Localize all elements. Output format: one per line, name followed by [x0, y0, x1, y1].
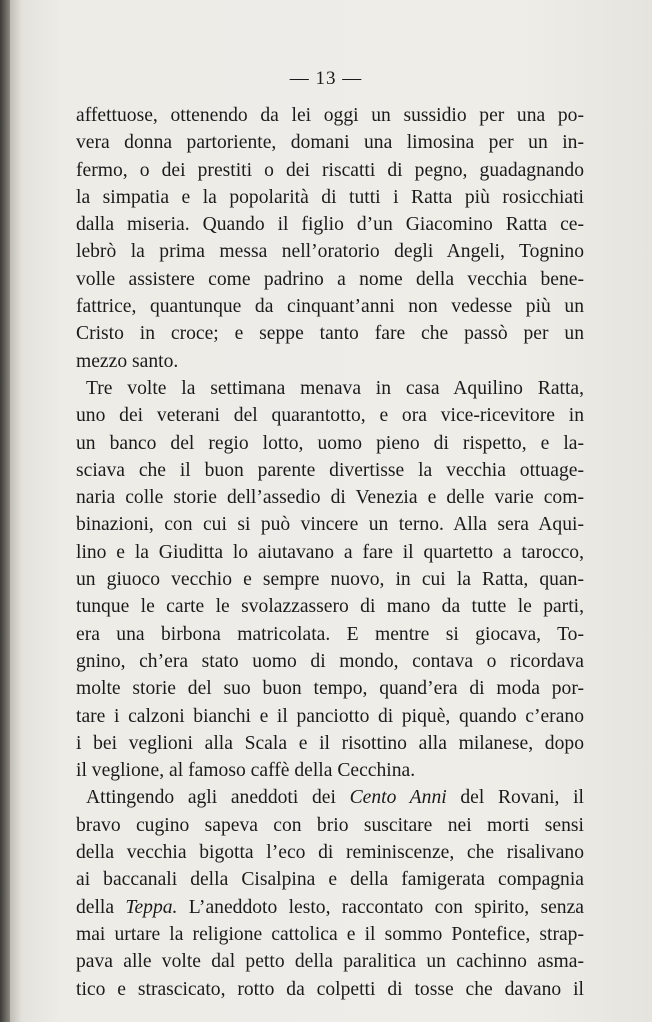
- text-line: mai urtare la religione cattolica e il sommo Pontefice, strap-: [76, 923, 584, 945]
- text-line: [76, 894, 584, 921]
- text-line: [76, 784, 584, 811]
- text-segment: della: [76, 896, 126, 918]
- text-line: fermo, o dei prestiti o dei riscatti di pegno, guadagnando: [76, 159, 584, 181]
- text-line: tico e strascicato, rotto da colpetti di tosse che davano il: [76, 978, 584, 1000]
- paragraph-1: [76, 102, 584, 375]
- book-title-italic: Cento Anni: [349, 787, 447, 809]
- text-line: volle assistere come padrino a nome della vecchia bene-: [76, 268, 584, 290]
- text-line: pava alle volte dal petto della paralitica un cachinno asma-: [76, 951, 584, 973]
- body-text: [76, 102, 584, 1003]
- text-line: lebrò la prima messa nell’oratorio degli Angeli, Tognino: [76, 241, 584, 263]
- text-line: ai baccanali della Cisalpina e della famigerata compagnia: [76, 869, 584, 891]
- group-name-italic: Teppa.: [125, 896, 178, 918]
- text-line: era una birbona matricolata. E mentre si giocava, To-: [76, 623, 584, 645]
- book-spine-shadow: [0, 0, 10, 1022]
- text-line: un banco del regio lotto, uomo pieno di rispetto, e la-: [76, 432, 584, 454]
- text-line: tunque le carte le svolazzassero di mano da tutte le parti,: [76, 596, 584, 618]
- text-line: gnino, ch’era stato uomo di mondo, contava o ricordava: [76, 650, 584, 672]
- text-segment: Attingendo agli aneddoti dei: [86, 787, 350, 809]
- text-line: lino e la Giuditta lo aiutavano a fare il quartetto a tarocco,: [76, 541, 584, 563]
- text-line: la simpatia e la popolarità di tutti i Ratta più rosicchiati: [76, 186, 584, 208]
- text-line: uno dei veterani del quarantotto, e ora vice-ricevitore in: [76, 405, 584, 427]
- text-line: i bei veglioni alla Scala e il risottino alla milanese, dopo: [76, 732, 584, 754]
- text-line: dalla miseria. Quando il figlio d’un Giacomino Ratta ce-: [76, 214, 584, 236]
- page-number: — 13 —: [289, 68, 363, 89]
- text-line: tare i calzoni bianchi e il panciotto di piquè, quando c’erano: [76, 705, 584, 727]
- paragraph-3: [76, 784, 584, 1002]
- text-line: vera donna partoriente, domani una limosina per un in-: [76, 132, 584, 154]
- text-segment: del Rovani, il: [446, 787, 584, 809]
- text-line: della vecchia bigotta l’eco di reminiscenze, che risalivano: [76, 842, 584, 864]
- text-line: il veglione, al famoso caffè della Cecchina.: [76, 760, 416, 782]
- text-line: naria colle storie dell’assedio di Venezia e delle varie com-: [76, 487, 584, 509]
- text-line: un giuoco vecchio e sempre nuovo, in cui la Ratta, quan-: [76, 569, 584, 591]
- text-line: molte storie del suo buon tempo, quand’era di moda por-: [76, 678, 584, 700]
- text-line: binazioni, con cui si può vincere un terno. Alla sera Aqui-: [76, 514, 584, 536]
- text-line: mezzo santo.: [76, 350, 179, 372]
- text-line: sciava che il buon parente divertisse la vecchia ottuage-: [76, 459, 584, 481]
- text-segment: L’aneddoto lesto, raccontato con spirito, senza: [177, 896, 584, 918]
- text-line: Tre volte la settimana menava in casa Aquilino Ratta,: [86, 377, 584, 399]
- paragraph-2: [76, 375, 584, 784]
- text-line: bravo cugino sapeva con brio suscitare nei morti sensi: [76, 814, 584, 836]
- text-line: affettuose, ottenendo da lei oggi un sussidio per una po-: [76, 105, 584, 126]
- text-line: fattrice, quantunque da cinquant’anni non vedesse più un: [76, 296, 584, 318]
- text-line: Cristo in croce; e seppe tanto fare che passò per un: [76, 323, 584, 345]
